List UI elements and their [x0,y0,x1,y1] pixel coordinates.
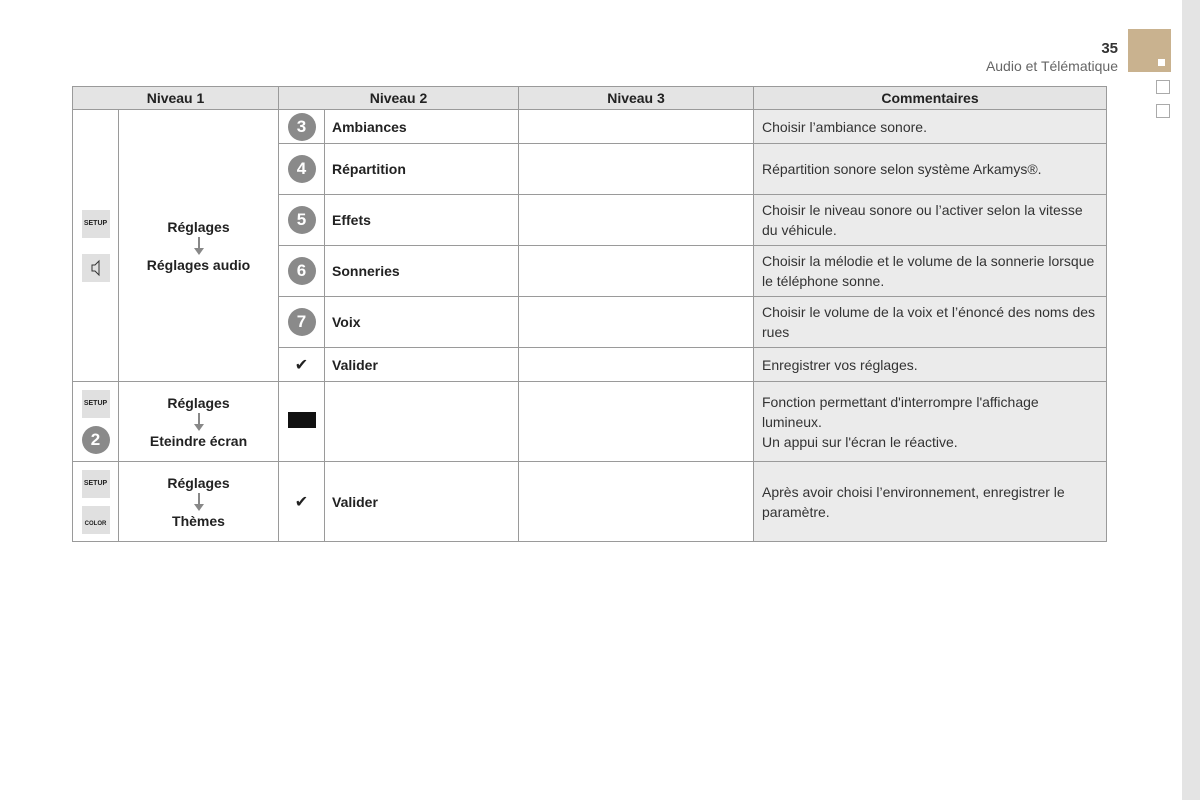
checkmark-icon: ✔ [294,356,309,374]
chapter-tab-empty-1[interactable] [1156,80,1170,94]
row-comment: Choisir le niveau sonore ou l’activer selon la vitesse du véhicule. [754,195,1107,246]
table-row [73,462,1107,542]
marker-6-badge: 6 [288,257,316,285]
chapter-tab[interactable] [1128,29,1171,72]
group1-level1 [119,110,279,382]
group2-level1 [119,382,279,462]
settings-menu-table [72,86,1107,542]
arrow-down-icon [198,237,200,249]
row-label-voix: Voix [325,297,519,348]
level1-subtitle: Réglages audio [146,256,251,273]
group3-level1 [119,462,279,542]
level1-subtitle: Thèmes [172,512,225,529]
row-level3 [519,246,754,297]
level1-title: Réglages [167,394,230,411]
row-level3 [519,144,754,195]
level1-subtitle: Eteindre écran [149,432,248,449]
marker-7-badge: 7 [288,308,316,336]
header-commentaires: Commentaires [754,87,1107,110]
group3-icons [73,462,119,542]
row-comment: Choisir la mélodie et le volume de la sonnerie lorsque le téléphone sonne. [754,246,1107,297]
row-comment: Enregistrer vos réglages. [754,348,1107,382]
row-comment: Répartition sonore selon système Arkamys®. [754,144,1107,195]
speaker-icon [82,254,110,282]
row-level3 [519,462,754,542]
group2-icons [73,382,119,462]
header-niveau-2: Niveau 2 [279,87,519,110]
marker-5-badge: 5 [288,206,316,234]
row-label-valider: Valider [325,348,519,382]
section-title: Audio et Télématique [985,58,1118,74]
header-niveau-1: Niveau 1 [73,87,279,110]
row-label [325,382,519,462]
setup-button-icon: SETUP [82,210,110,238]
marker-3-badge: 3 [288,113,316,141]
chapter-tab-empty-2[interactable] [1156,104,1170,118]
row-label-sonneries: Sonneries [325,246,519,297]
table-row [73,110,1107,144]
row-level3 [519,382,754,462]
row-level3 [519,297,754,348]
row-label-repartition: Répartition [325,144,519,195]
level1-title: Réglages [167,474,230,491]
page-number: 35 [1101,40,1118,57]
chapter-tab-dot [1158,59,1165,66]
setup-button-icon: SETUP [82,470,110,498]
row-label-effets: Effets [325,195,519,246]
marker-2-badge: 2 [82,426,110,454]
row-level3 [519,110,754,144]
group1-icons [73,110,119,382]
row-comment: Choisir l’ambiance sonore. [754,110,1107,144]
level1-title: Réglages [167,218,230,235]
row-comment: Choisir le volume de la voix et l’énoncé des noms des rues [754,297,1107,348]
row-comment: Après avoir choisi l’environnement, enregistrer le paramètre. [754,462,1107,542]
row-label-ambiances: Ambiances [325,110,519,144]
side-strip [1182,0,1200,800]
table-header-row [73,87,1107,110]
checkmark-icon: ✔ [294,493,309,511]
row-comment: Fonction permettant d'interrompre l'affichage lumineux. Un appui sur l'écran le réactive. [754,382,1107,462]
arrow-down-icon [198,493,200,505]
table-row [73,382,1107,462]
row-level3 [519,195,754,246]
row-label-valider: Valider [325,462,519,542]
black-screen-icon [288,412,316,428]
setup-button-icon: SETUP [82,390,110,418]
color-theme-icon: COLOR [82,506,110,534]
arrow-down-icon [198,413,200,425]
header-niveau-3: Niveau 3 [519,87,754,110]
row-level3 [519,348,754,382]
marker-4-badge: 4 [288,155,316,183]
